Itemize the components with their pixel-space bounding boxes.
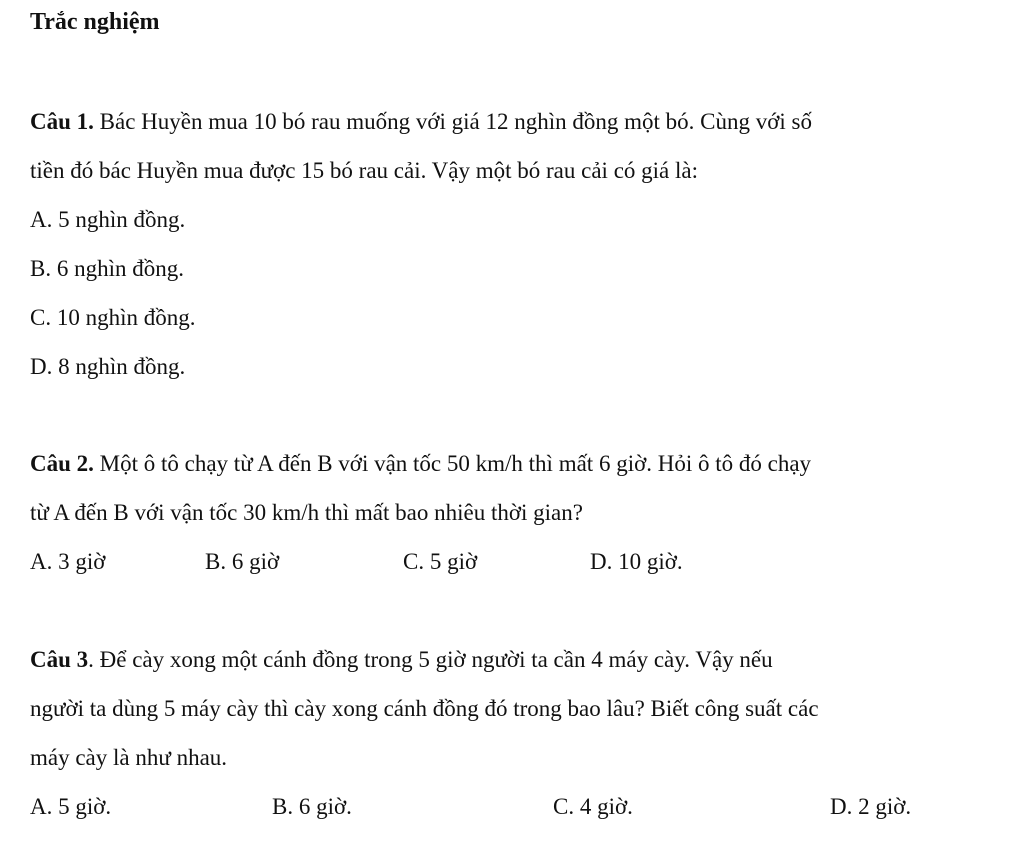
question-1-text: Bác Huyền mua 10 bó rau muống với giá 12 nghìn đồng một bó. Cùng với số — [93, 109, 813, 134]
question-1-text-line-2: tiền đó bác Huyền mua được 15 bó rau cải. Vậy một bó rau cải có giá là: — [30, 158, 698, 183]
question-2-text-line-1 — [30, 452, 811, 475]
question-3-option-c[interactable]: C. 4 giờ. — [553, 794, 633, 819]
question-2-label: Câu 2. — [30, 451, 94, 476]
question-1-option-c[interactable]: C. 10 nghìn đồng. — [30, 305, 196, 330]
question-2-option-d[interactable]: D. 10 giờ. — [590, 549, 683, 574]
question-1-text-line-1 — [30, 110, 812, 133]
question-3-text-line-1 — [30, 648, 773, 671]
question-1-label: Câu 1. — [30, 109, 94, 134]
question-3-text: . Để cày xong một cánh đồng trong 5 giờ người ta cần 4 máy cày. Vậy nếu — [88, 647, 773, 672]
question-2-option-c[interactable]: C. 5 giờ — [403, 549, 478, 574]
question-2-option-b[interactable]: B. 6 giờ — [205, 549, 280, 574]
question-2-text-line-2: từ A đến B với vận tốc 30 km/h thì mất bao nhiêu thời gian? — [30, 500, 583, 525]
question-3-label: Câu 3 — [30, 647, 89, 672]
question-2-option-a[interactable]: A. 3 giờ — [30, 549, 106, 574]
question-2-text: Một ô tô chạy từ A đến B với vận tốc 50 km/h thì mất 6 giờ. Hỏi ô tô đó chạy — [93, 451, 812, 476]
question-1-option-b[interactable]: B. 6 nghìn đồng. — [30, 256, 184, 281]
question-3-option-b[interactable]: B. 6 giờ. — [272, 794, 352, 819]
question-1-option-a[interactable]: A. 5 nghìn đồng. — [30, 207, 186, 232]
question-1-option-d[interactable]: D. 8 nghìn đồng. — [30, 354, 186, 379]
question-3-text-line-3: máy cày là như nhau. — [30, 745, 228, 770]
question-3-option-d[interactable]: D. 2 giờ. — [830, 794, 912, 819]
question-3-option-a[interactable]: A. 5 giờ. — [30, 794, 112, 819]
question-3-text-line-2: người ta dùng 5 máy cày thì cày xong cánh đồng đó trong bao lâu? Biết công suất các — [30, 696, 819, 721]
page-title: Trắc nghiệm — [30, 9, 160, 35]
